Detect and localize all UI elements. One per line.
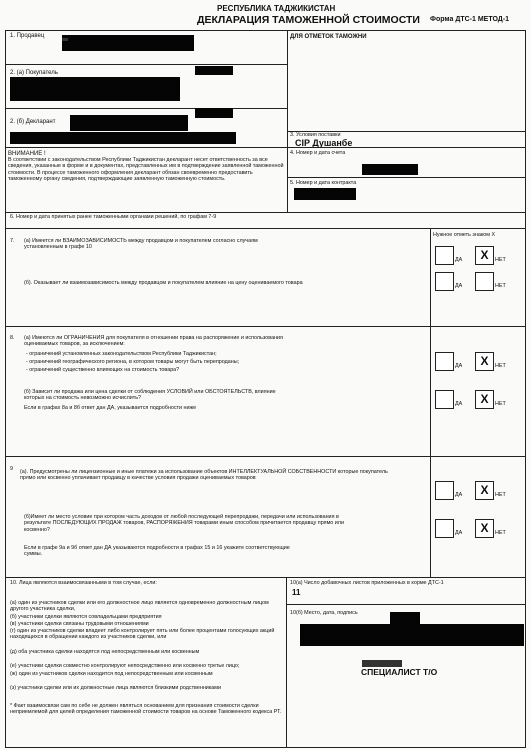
- q7b-no-checkbox[interactable]: [475, 272, 494, 291]
- q7-number: 7.: [10, 238, 15, 244]
- q8b-yes-checkbox[interactable]: [435, 390, 454, 409]
- q8a-no-checkbox[interactable]: X: [475, 352, 494, 371]
- declarant-redaction-c: [10, 132, 236, 144]
- form-code: Форма ДТС-1 МЕТОД-1: [430, 16, 510, 23]
- q8a-yes-label: ДА: [455, 363, 463, 369]
- q10-item-g: (ж) один из участников сделки находится под непосредственным или косвенным: [10, 671, 213, 677]
- q9a-text: (а). Предусмотрены ли лицензионные и иные платежи за использование объектов ИНТЕЛЛЕКТУАЛЬНОЙ СОБСТВЕННОСТИ которые покупатель прямо или косвенно уплачивает продавцу в качестве условия продажи оцениваемых товаров: [20, 469, 388, 482]
- signer-title: СПЕЦИАЛИСТ Т/О: [361, 667, 438, 677]
- contract-redaction: [294, 188, 356, 200]
- declarant-redaction-b: [70, 115, 188, 131]
- attention-text: В соответствии с законодательством Республики Таджикистан декларант несет ответственность за все сведения, указанные в форме и в документах, представленных им в подтверждение заявленной таможенной стоимости. В процессе таможенного оформления декларант обязан своевременно предоставить таможенному органу сведения, подтверждающие заявленную таможенную стоимость.: [8, 157, 284, 183]
- q8-number: 8.: [10, 335, 15, 341]
- q8a-item-1: - ограничений установленных законодательством Республики Таджикистан;: [26, 351, 217, 357]
- q10-item-d: (г) один из участников сделки владеет либо контролирует пять или более процентами голосующих акций находящихся в обращении каждого из участников сделки, или: [10, 628, 275, 641]
- q9-number: 9: [10, 466, 13, 472]
- q7b-no-label: НЕТ: [495, 283, 506, 289]
- q9b-note: Если в графе 9а и 9б ответ дан ДА указываются подробности в графах 15 и 16 укажите соответствующие суммы.: [24, 545, 290, 558]
- buyer-label: 2. (а) Покупатель: [10, 70, 58, 76]
- q9b-no-label: НЕТ: [495, 530, 506, 536]
- invoice-label: 4. Номер и дата счета: [290, 150, 346, 156]
- q7a-no-checkbox[interactable]: X: [475, 246, 494, 265]
- q9b-text: (б)Имеет ли место условие при котором часть доходов от любой последующей перепродажи, передачи или использования в результате ПОСЛЕДУЮЩИХ ПРОДАЖ товаров, РАСПОРЯЖЕНИЯ товарами иным способом причитается продавцу прямо или косвенно?: [24, 514, 344, 533]
- stamp-redaction: [362, 660, 402, 667]
- q10-intro: 10. Лица являются взаимосвязанными в том случае, если:: [10, 580, 157, 586]
- declarant-redaction-a: [195, 108, 233, 118]
- q8b-no-label: НЕТ: [495, 401, 506, 407]
- q7a-text: (а) Имеется ли ВЗАИМОЗАВИСИМОСТЬ между продавцом и покупателем согласно случаям установленным в графе 10: [24, 238, 258, 251]
- q8b-text: (б) Зависит ли продажа или цена сделки от соблюдения УСЛОВИЙ или ОБСТОЯТЕЛЬСТВ, влияние которых на стоимость невозможно исчислить?: [24, 389, 276, 402]
- q9a-yes-checkbox[interactable]: [435, 481, 454, 500]
- q7a-yes-checkbox[interactable]: [435, 246, 454, 265]
- customs-box-label: ДЛЯ ОТМЕТОК ТАМОЖНИ: [290, 34, 367, 40]
- signature-redaction-a: [390, 612, 420, 624]
- declarant-label: 2. (б) Декларант: [10, 119, 56, 125]
- q7a-no-label: НЕТ: [495, 257, 506, 263]
- q10-item-e: (д) оба участника сделки находятся под непосредственным или косвенным: [10, 649, 200, 655]
- q9b-yes-label: ДА: [455, 530, 463, 536]
- invoice-redaction: [362, 164, 418, 175]
- q8a-item-2: - ограничений географического региона, в котором товары могут быть перепроданы;: [26, 359, 240, 365]
- extra-sheets-label: 10(а) Число добавочных листов приложенных в корме ДТС-1: [290, 580, 444, 586]
- q8a-no-label: НЕТ: [495, 363, 506, 369]
- contract-label: 5. Номер и дата контракта: [290, 180, 357, 186]
- q9a-no-checkbox[interactable]: X: [475, 481, 494, 500]
- q10-footnote: * Факт взаимосвязи сам по себе не должен являться основанием для признания стоимости сделки неприемлемой для целей определения таможенной стоимости товаров на основе Таможенного кодекса РТ.: [10, 703, 282, 716]
- q10-item-f: (е) участники сделки совместно контролируют непосредственно или косвенно третье лицо;: [10, 663, 240, 669]
- attention-title: ВНИМАНИЕ !: [8, 151, 46, 157]
- signature-redaction-b: [300, 624, 524, 646]
- seller-label: 1. Продавец: [10, 33, 45, 39]
- delivery-terms-value: CIP Душанбе: [295, 138, 353, 148]
- q7b-text: (б). Оказывает ли взаимозависимость между продавцом и покупателем влияние на цену оцениваемого товара: [24, 280, 303, 286]
- q7b-yes-checkbox[interactable]: [435, 272, 454, 291]
- q8b-note: Если в графах 8а и 8б ответ дан ДА, указывается подробности ниже: [24, 405, 197, 411]
- republic-heading: РЕСПУБЛИКА ТАДЖИКИСТАН: [217, 4, 336, 13]
- extra-sheets-value: 11: [292, 588, 301, 597]
- q7b-yes-label: ДА: [455, 283, 463, 289]
- document-title: ДЕКЛАРАЦИЯ ТАМОЖЕННОЙ СТОИМОСТИ: [197, 14, 420, 26]
- buyer-redaction-a: [195, 66, 233, 75]
- q10-item-a: (а) один из участников сделки или его должностное лицо является одновременно должностным лицом другого участника сделки,: [10, 600, 269, 613]
- q9b-no-checkbox[interactable]: X: [475, 519, 494, 538]
- q9b-yes-checkbox[interactable]: [435, 519, 454, 538]
- place-date-signature-label: 10(б) Место, дата, подпись: [290, 610, 358, 616]
- q8b-yes-label: ДА: [455, 401, 463, 407]
- delivery-terms-label: 3. Условия поставки: [290, 132, 341, 138]
- q7a-yes-label: ДА: [455, 257, 463, 263]
- q8a-item-3: - ограничений существенно влияющих на стоимость товара?: [26, 367, 180, 373]
- q8a-yes-checkbox[interactable]: [435, 352, 454, 371]
- q9a-yes-label: ДА: [455, 492, 463, 498]
- mark-hint: Нужное отметь знаком X: [433, 232, 496, 238]
- q10-item-c: (в) участники сделки связаны трудовыми отношениями: [10, 621, 149, 627]
- q8a-intro: (а) Имеются ли ОГРАНИЧЕНИЯ для покупателя в отношении права на распоряжение и использования оцениваемых товаров, за исключением:: [24, 335, 283, 348]
- q10-item-h: (з) участники сделки или их должностные лица являются близкими родственниками: [10, 685, 221, 691]
- q10-item-b: (б) участники сделки являются совладельцами предприятия: [10, 614, 162, 620]
- prior-decisions-label: 6. Номер и дата принятых ранее таможенными органами решений, по графам 7-9: [10, 214, 217, 220]
- q9a-no-label: НЕТ: [495, 492, 506, 498]
- buyer-redaction-b: [10, 77, 180, 101]
- seller-redaction: [62, 35, 194, 51]
- q8b-no-checkbox[interactable]: X: [475, 390, 494, 409]
